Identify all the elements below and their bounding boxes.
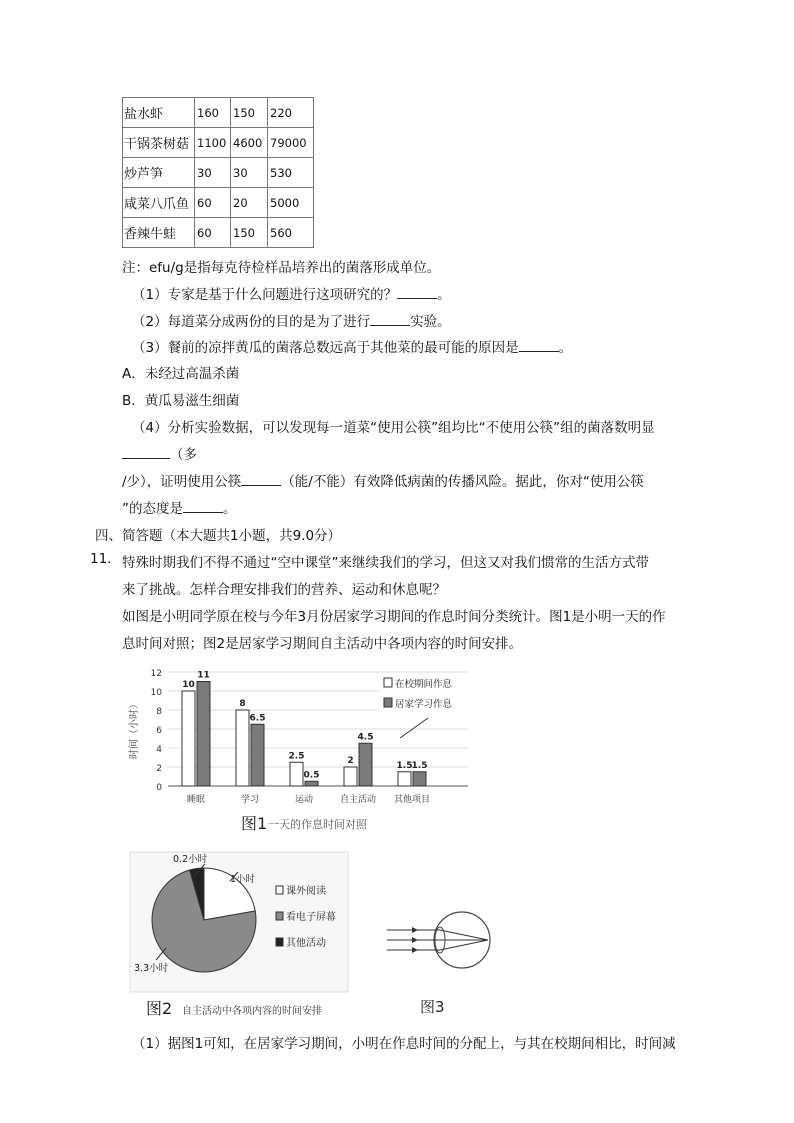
dish-name-cell: 干锅茶树菇: [123, 128, 195, 158]
count-cell: 220: [268, 98, 314, 128]
question-11-sub1: （1）据图1可知，在居家学习期间，小明在作息时间的分配上，与其在校期间相比，时间减: [132, 1036, 676, 1052]
count-cell: 160: [195, 98, 231, 128]
answer-blank[interactable]: [519, 350, 559, 352]
figure-1-caption: 一天的作息时间对照: [268, 818, 367, 831]
x-tick-label: 运动: [294, 795, 314, 805]
y-tick-label: 10: [150, 688, 162, 698]
bar-value-label: 4.5: [357, 732, 374, 743]
bar-home: [413, 772, 426, 786]
answer-blank[interactable]: [241, 484, 281, 486]
question-11-line4: 息时间对照；图2是居家学习期间自主活动中各项内容的时间安排。: [122, 636, 523, 652]
legend-swatch: [276, 886, 283, 894]
question-4-line3: [122, 470, 644, 490]
question-3-text: （3）餐前的凉拌黄瓜的菌落总数远高于其他菜的最可能的原因是: [132, 340, 519, 356]
count-cell: 530: [268, 158, 314, 188]
dish-name-cell: 咸菜八爪鱼: [123, 188, 195, 218]
pie-label-3.3: 3.3小时: [134, 963, 169, 974]
count-cell: 60: [195, 188, 231, 218]
question-4-line2: [122, 443, 197, 463]
question-4-text: （4）分析实验数据，可以发现每一道菜“使用公筷”组均比“不使用公筷”组的菌落数明显: [132, 420, 655, 436]
arrow-head: [412, 947, 418, 953]
bar-school: [182, 691, 195, 786]
question-1: [132, 283, 451, 303]
question-4-text-d: （能/不能）有效降低病菌的传播风险。据此，你对“使用公筷: [281, 474, 644, 490]
legend-label: 居家学习作息: [395, 699, 453, 710]
bar-home: [251, 724, 264, 786]
bar-value-label: 2.5: [288, 751, 305, 762]
question-2: [132, 310, 451, 330]
arrow-head: [412, 927, 418, 933]
figure-2-number: 图2: [146, 999, 173, 1018]
bar-school: [344, 767, 357, 786]
bar-home: [359, 743, 372, 786]
legend-swatch: [384, 678, 392, 687]
light-ray: [440, 930, 488, 940]
bar-value-label: 1.5: [411, 760, 428, 771]
light-ray: [440, 940, 488, 950]
option-b: B．黄瓜易滋生细菌: [122, 393, 240, 409]
count-cell: 5000: [268, 188, 314, 218]
pie-label-0.2: 0.2小时: [173, 854, 208, 865]
bar-value-label: 1.5: [396, 760, 413, 771]
pie-label-1: 1小时: [230, 874, 256, 885]
bar-home: [197, 682, 210, 787]
pointer-line: [400, 718, 428, 738]
count-cell: 1100: [195, 128, 231, 158]
bar-value-label: 11: [197, 670, 210, 681]
table-row: [123, 218, 314, 248]
arrow-head: [412, 937, 418, 943]
dish-name-cell: 炒芦笋: [123, 158, 195, 188]
question-3: [132, 336, 572, 356]
question-11-line3: 如图是小明同学原在校与今年3月份居家学习期间的作息时间分类统计。图1是小明一天的作: [122, 609, 666, 625]
figure-3-eye-diagram: [382, 900, 492, 1020]
question-4-text-c: /少），证明使用公筷: [122, 474, 242, 490]
y-tick-label: 8: [156, 707, 162, 717]
legend-label: 在校期间作息: [395, 679, 453, 690]
answer-blank[interactable]: [183, 511, 223, 513]
question-11-number: 11.: [90, 551, 112, 567]
x-tick-label: 其他项目: [393, 795, 431, 805]
option-a: A．未经过高温杀菌: [122, 366, 240, 382]
y-tick-label: 0: [156, 783, 162, 793]
count-cell: 60: [195, 218, 231, 248]
figure-3-caption: 图3: [420, 998, 445, 1016]
table-row: [123, 98, 314, 128]
question-11-line2: 来了挑战。怎样合理安排我们的营养、运动和休息呢？: [122, 582, 446, 598]
question-2-text: （2）每道菜分成两份的目的是为了进行: [132, 314, 371, 330]
legend-label: 看电子屏幕: [286, 912, 336, 923]
bar-value-label: 2: [347, 756, 354, 766]
figure-2-pie-chart: [126, 848, 362, 1023]
table-note: 注：efu/g是指每克待检样品培养出的菌落形成单位。: [122, 260, 441, 276]
bar-value-label: 6.5: [249, 713, 266, 724]
x-tick-label: 睡眠: [186, 795, 206, 805]
y-tick-label: 4: [156, 745, 162, 755]
y-tick-label: 6: [156, 726, 162, 736]
bar-school: [398, 772, 411, 786]
bar-value-label: 10: [182, 680, 195, 690]
count-cell: 560: [268, 218, 314, 248]
figure-2-caption: 自主活动中各项内容的时间安排: [182, 1006, 322, 1017]
legend-swatch: [276, 938, 283, 946]
bacteria-table: [122, 97, 314, 248]
legend-label: 课外阅读: [286, 886, 326, 897]
question-1-text: （1）专家是基于什么问题进行这项研究的？: [132, 287, 398, 303]
figure-1-number: 图1: [241, 814, 268, 833]
dish-name-cell: 香辣牛蛙: [123, 218, 195, 248]
dish-name-cell: 盐水虾: [123, 98, 195, 128]
question-4-line4: [122, 497, 237, 517]
bar-value-label: 8: [239, 699, 246, 709]
legend-swatch: [276, 912, 283, 920]
count-cell: 150: [231, 218, 268, 248]
figure-1-bar-chart: [128, 660, 480, 835]
question-4-line1: [132, 416, 655, 436]
legend-label: 其他活动: [286, 938, 326, 949]
bar-value-label: 0.5: [303, 770, 320, 781]
question-1-tail: 。: [437, 287, 451, 303]
count-cell: 30: [195, 158, 231, 188]
table-row: [123, 188, 314, 218]
count-cell: 150: [231, 98, 268, 128]
x-tick-label: 学习: [240, 795, 260, 805]
count-cell: 4600: [231, 128, 268, 158]
count-cell: 79000: [268, 128, 314, 158]
question-2-tail: 实验。: [410, 314, 451, 330]
question-3-tail: 。: [558, 340, 573, 356]
bar-school: [290, 762, 303, 786]
bar-school: [236, 710, 249, 786]
question-4-text-e: ”的态度是: [122, 501, 183, 517]
answer-blank[interactable]: [122, 457, 170, 459]
table-row: [123, 128, 314, 158]
section-heading: 四、简答题（本大题共1小题，共9.0分）: [95, 528, 342, 544]
y-axis-label: 时间（小时）: [129, 699, 140, 759]
y-tick-label: 2: [156, 764, 162, 774]
table-row: [123, 158, 314, 188]
answer-blank[interactable]: [370, 324, 410, 326]
count-cell: 30: [231, 158, 268, 188]
x-tick-label: 自主活动: [339, 795, 377, 805]
question-11-line1: 特殊时期我们不得不通过“空中课堂”来继续我们的学习，但这又对我们惯常的生活方式带: [122, 555, 649, 571]
bar-home: [305, 781, 318, 786]
question-4-text-f: 。: [223, 501, 237, 517]
answer-blank[interactable]: [397, 297, 437, 299]
legend-swatch: [384, 698, 392, 707]
y-tick-label: 12: [150, 669, 162, 679]
count-cell: 20: [231, 188, 268, 218]
question-4-text-b: （多: [170, 447, 197, 463]
